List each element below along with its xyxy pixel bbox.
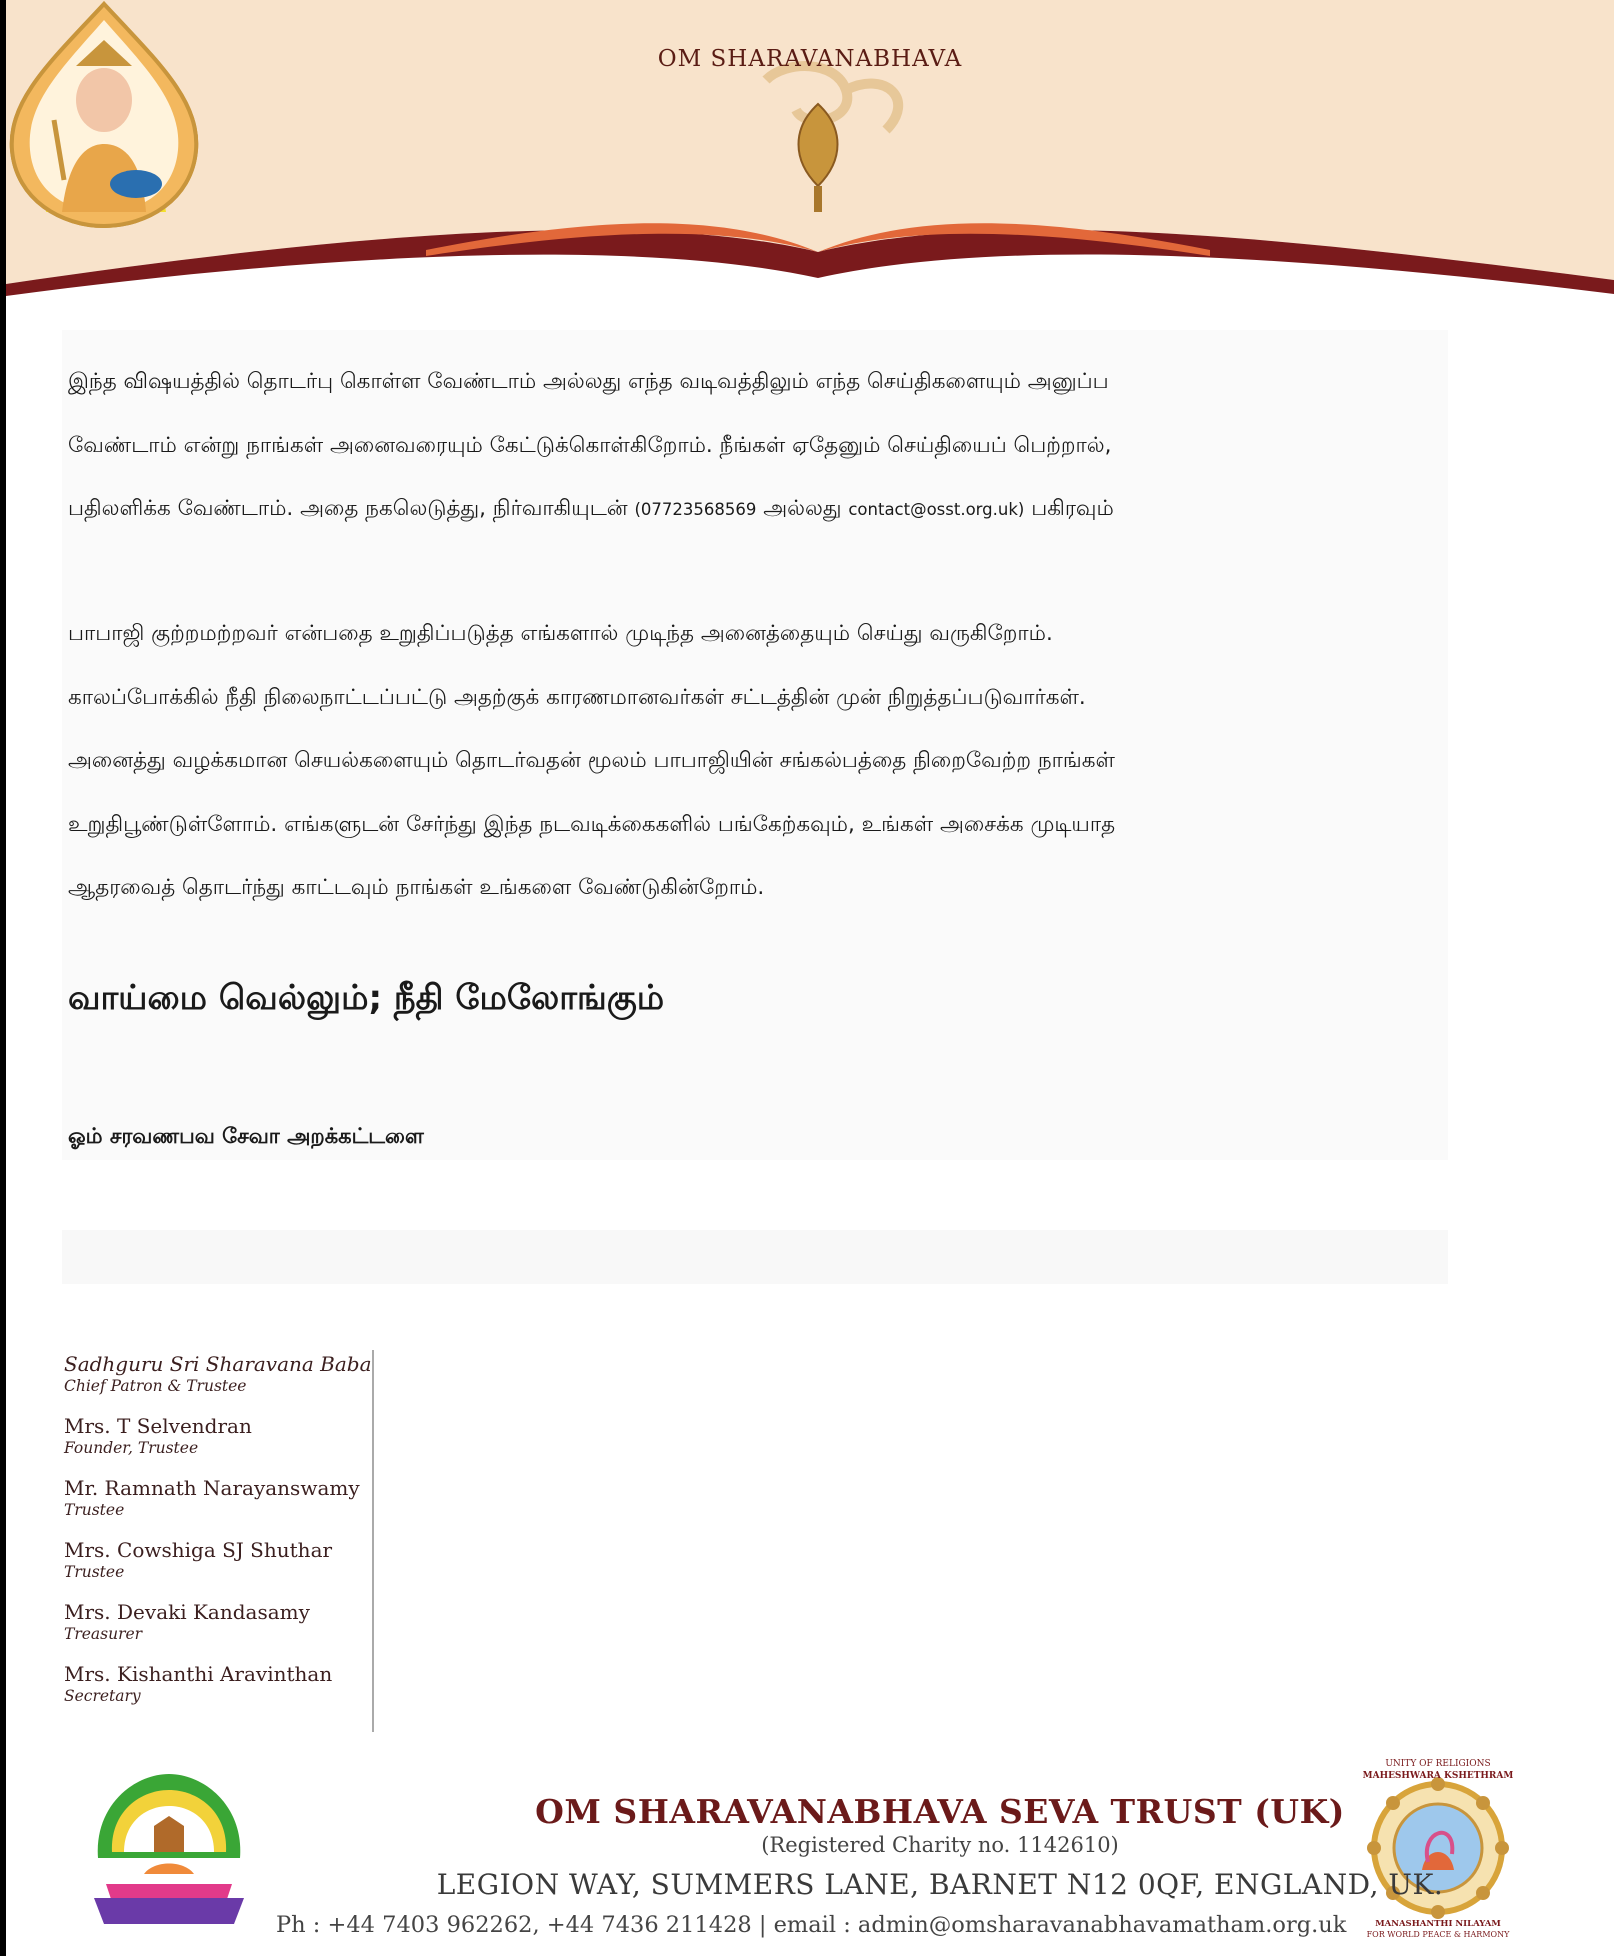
trustee-role: Treasurer [64, 1625, 143, 1643]
charity-registration: (Registered Charity no. 1142610) [761, 1833, 1119, 1857]
trust-emblem-logo [84, 1766, 254, 1930]
notice-paragraph [68, 350, 1408, 542]
commitment-paragraph [68, 602, 1408, 920]
contact-email: contact@osst.org.uk) [848, 500, 1025, 519]
text-line: உறுதிபூண்டுள்ளோம். எங்களுடன் சேர்ந்து இந்த நடவடிக்கைகளில் பங்கேற்கவும், உங்கள் அசைக்க முடியாத [68, 811, 1116, 837]
text-line: வேண்டாம் என்று நாங்கள் அனைவரையும் கேட்டுக்கொள்கிறோம். நீங்கள் ஏதேனும் செய்தியைப் பெற்றால், [68, 432, 1112, 458]
trustee-name: Mrs. T Selvendran [64, 1414, 252, 1438]
text-line: ஆதரவைத் தொடர்ந்து காட்டவும் நாங்கள் உங்களை வேண்டுகின்றோம். [68, 875, 765, 900]
trustee-role: Founder, Trustee [64, 1439, 199, 1457]
trustee-role: Trustee [64, 1501, 125, 1519]
organization-address: LEGION WAY, SUMMERS LANE, BARNET N12 0QF, ENGLAND, UK. [436, 1868, 1444, 1901]
murugan-portrait-image [6, 0, 202, 230]
trustee-name: Mrs. Kishanthi Aravinthan [64, 1662, 333, 1686]
trustee-name: Mrs. Devaki Kandasamy [64, 1600, 310, 1624]
banner-title: OM SHARAVANABHAVA [657, 46, 963, 72]
contact-details: Ph : +44 7403 962262, +44 7436 211428 | email : admin@omsharavanabhavamatham.org.uk [276, 1912, 1347, 1938]
text-line: அனைத்து வழக்கமான செயல்களையும் தொடர்வதன் மூலம் பாபாஜியின் சங்கல்பத்தை நிறைவேற்ற நாங்கள் [68, 748, 1115, 773]
text-line: பாபாஜி குற்றமற்றவர் என்பதை உறுதிப்படுத்த எங்களால் முடிந்த அனைத்தையும் செய்து வருகிறோம். [68, 621, 1053, 646]
logo-sub-text: MANASHANTHI NILAYAM [1375, 1919, 1501, 1929]
trustee-name: Mrs. Cowshiga SJ Shuthar [64, 1538, 333, 1562]
text-segment: பதிலளிக்க வேண்டாம். அதை நகலெடுத்து, நிர்வாகியுடன் [68, 496, 628, 521]
logo-bottom-text: FOR WORLD PEACE & HARMONY [1366, 1930, 1510, 1939]
trustee-entry [64, 1662, 370, 1724]
trustee-entry [64, 1600, 370, 1662]
trustee-entry [64, 1352, 370, 1414]
text-line-with-contact [68, 477, 1408, 542]
trustee-role: Chief Patron & Trustee [64, 1377, 247, 1395]
trustee-name: Sadhguru Sri Sharavana Baba [64, 1352, 372, 1376]
motto-heading: வாய்மை வெல்லும்; நீதி மேலோங்கும் [68, 978, 665, 1018]
trustee-role: Trustee [64, 1563, 125, 1581]
letterhead-header [6, 0, 1614, 300]
text-line: காலப்போக்கில் நீதி நிலைநாட்டப்பட்டு அதற்குக் காரணமானவர்கள் சட்டத்தின் முன் நிறுத்தப்படுவார்கள். [68, 684, 1086, 710]
trustee-list [64, 1352, 370, 1724]
signoff-text: ஓம் சரவணபவ சேவா அறக்கட்டளை [68, 1124, 424, 1148]
trustee-name: Mr. Ramnath Narayanswamy [64, 1476, 360, 1500]
banner-graphic [6, 0, 1614, 300]
text-line: இந்த விஷயத்தில் தொடர்பு கொள்ள வேண்டாம் அல்லது எந்த வடிவத்திலும் எந்த செய்திகளையும் அனுப்ப [68, 369, 1109, 394]
logo-name-text: MAHESHWARA KSHETHRAM [1362, 1771, 1514, 1781]
logo-top-text: UNITY OF RELIGIONS [1385, 1759, 1491, 1769]
trustee-role: Secretary [64, 1687, 141, 1705]
trustee-entry [64, 1414, 370, 1476]
trustee-divider [372, 1350, 374, 1732]
text-segment: அல்லது [763, 496, 842, 521]
trustee-entry [64, 1476, 370, 1538]
organization-name: OM SHARAVANABHAVA SEVA TRUST (UK) [535, 1792, 1345, 1831]
text-segment: பகிரவும் [1031, 496, 1114, 521]
phone-number: (07723568569 [634, 500, 757, 519]
blank-strip [62, 1230, 1448, 1284]
trustee-entry [64, 1538, 370, 1600]
